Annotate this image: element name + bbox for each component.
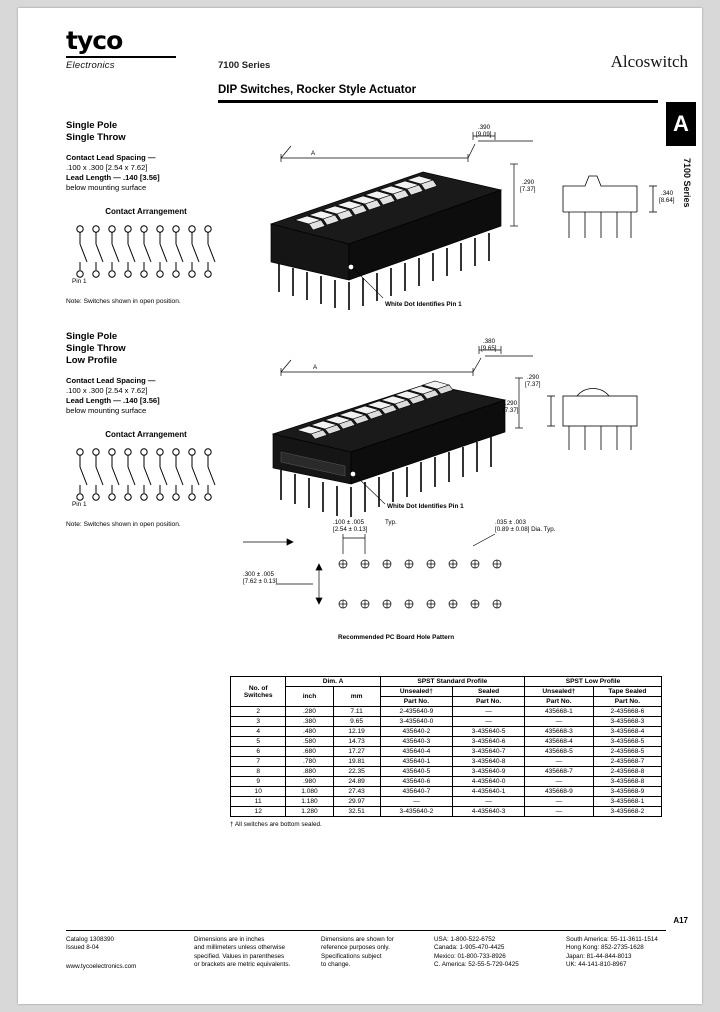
block2-pin1-label: Pin 1 bbox=[72, 501, 87, 508]
cell-mm: 27.43 bbox=[333, 787, 380, 797]
block1-spec-4: below mounting surface bbox=[66, 183, 147, 192]
block1-heading-1: Single Pole bbox=[66, 120, 118, 131]
cell-switches: 4 bbox=[231, 727, 286, 737]
footer-contact-samerica: South America: 55-11-3611-1514 bbox=[566, 936, 658, 943]
cell-low-tape: 3-435668-3 bbox=[593, 717, 661, 727]
th-switches bbox=[231, 677, 286, 707]
table-row bbox=[231, 747, 662, 757]
pcb-caption: Recommended PC Board Hole Pattern bbox=[338, 634, 455, 641]
block2-note: Note: Switches shown in open position. bbox=[66, 521, 181, 528]
cell-low-tape: 2-435668-5 bbox=[593, 747, 661, 757]
cell-switches: 8 bbox=[231, 767, 286, 777]
cell-low-unsealed: 435668-4 bbox=[525, 737, 594, 747]
pcb-dim-hole: .035 ± .003 bbox=[495, 519, 526, 526]
cell-std-unsealed: — bbox=[380, 797, 452, 807]
footer-contact-mexico: Mexico: 01-800-733-8926 bbox=[434, 952, 506, 960]
pcb-dim-row: .300 ± .005 bbox=[243, 571, 274, 578]
table-body bbox=[231, 707, 662, 817]
page-title: DIP Switches, Rocker Style Actuator bbox=[218, 84, 417, 96]
pcb-dim-hole-mm: [0.89 ± 0.08] Dia. Typ. bbox=[495, 526, 556, 533]
contact-arrangement-svg-1 bbox=[70, 222, 220, 284]
pcb-dim-pitch-mm: [2.54 ± 0.13] bbox=[333, 526, 368, 533]
cell-low-unsealed: — bbox=[525, 757, 594, 767]
page-header bbox=[18, 8, 702, 74]
footer-contact-camerica: C. America: 52-55-5-729-0425 bbox=[434, 961, 519, 969]
cell-low-unsealed: 435668-1 bbox=[525, 707, 594, 717]
bottom-dim-a: A bbox=[313, 364, 318, 371]
th-low-unsealed-l1: Unsealed† bbox=[525, 687, 594, 697]
top-dim-a: A bbox=[311, 150, 316, 157]
footer-website[interactable]: www.tycoelectronics.com bbox=[66, 962, 137, 970]
cell-low-unsealed: 435668-9 bbox=[525, 787, 594, 797]
cell-low-tape: 3-435668-5 bbox=[593, 737, 661, 747]
cell-inch: .280 bbox=[286, 707, 333, 717]
cell-low-unsealed: — bbox=[525, 797, 594, 807]
cell-mm: 29.97 bbox=[333, 797, 380, 807]
footer-contact-japan: Japan: 81-44-844-8013 bbox=[566, 952, 632, 960]
cell-low-tape: 3-435668-8 bbox=[593, 777, 661, 787]
cell-low-tape: 3-435668-1 bbox=[593, 797, 661, 807]
cell-inch: .380 bbox=[286, 717, 333, 727]
cell-std-unsealed: 435640-5 bbox=[380, 767, 452, 777]
catalog-page bbox=[18, 8, 702, 1004]
top-dim-w: .390 bbox=[478, 124, 491, 131]
cell-low-tape: 3-435668-9 bbox=[593, 787, 661, 797]
cell-switches: 5 bbox=[231, 737, 286, 747]
table-header-row-2 bbox=[231, 687, 662, 697]
cell-mm: 17.27 bbox=[333, 747, 380, 757]
cell-mm: 7.11 bbox=[333, 707, 380, 717]
page-title-block bbox=[218, 84, 658, 103]
pcb-dim-row-mm: [7.62 ± 0.13] bbox=[243, 578, 278, 585]
block2-contact-arrangement-diagram bbox=[70, 445, 220, 507]
bottom-pin1-note: White Dot Identifies Pin 1 bbox=[387, 503, 464, 510]
block2-arrangement-caption: Contact Arrangement bbox=[105, 430, 187, 439]
table-row bbox=[231, 757, 662, 767]
left-column bbox=[66, 120, 226, 528]
cell-inch: .780 bbox=[286, 757, 333, 767]
cell-mm: 12.19 bbox=[333, 727, 380, 737]
section-tab-letter: A bbox=[666, 102, 696, 146]
bottom-dim-h: .290 bbox=[527, 374, 540, 381]
title-rule bbox=[218, 100, 658, 103]
bottom-dim-h-mm: [7.37] bbox=[525, 381, 541, 388]
footer-dims-1: Dimensions are in inches bbox=[194, 936, 265, 943]
th-std-sealed-l1: Sealed bbox=[453, 687, 525, 697]
top-side-dim: .340 bbox=[661, 190, 674, 197]
th-switches-l2: Switches bbox=[243, 691, 273, 699]
cell-std-sealed: 3-435640-7 bbox=[453, 747, 525, 757]
th-inch: inch bbox=[286, 687, 333, 707]
cell-switches: 2 bbox=[231, 707, 286, 717]
page-number: A17 bbox=[673, 916, 688, 925]
cell-switches: 10 bbox=[231, 787, 286, 797]
th-low-tape-l2: Part No. bbox=[593, 697, 661, 707]
cell-std-unsealed: 435640-7 bbox=[380, 787, 452, 797]
cell-switches: 11 bbox=[231, 797, 286, 807]
table-row bbox=[231, 807, 662, 817]
cell-mm: 22.35 bbox=[333, 767, 380, 777]
table-footnote: † All switches are bottom sealed. bbox=[230, 821, 322, 828]
block2-heading-3: Low Profile bbox=[66, 355, 118, 366]
footer-ref-3: Specifications subject bbox=[321, 952, 382, 960]
cell-inch: .880 bbox=[286, 767, 333, 777]
cell-switches: 6 bbox=[231, 747, 286, 757]
block2-heading-1: Single Pole bbox=[66, 331, 118, 342]
table-header-row-1 bbox=[231, 677, 662, 687]
cell-low-unsealed: — bbox=[525, 807, 594, 817]
footer-rule bbox=[66, 930, 666, 931]
table-row bbox=[231, 777, 662, 787]
cell-low-unsealed: — bbox=[525, 777, 594, 787]
th-switches-l1: No. of bbox=[248, 684, 268, 692]
cell-std-sealed: 4-435640-3 bbox=[453, 807, 525, 817]
cell-inch: 1.180 bbox=[286, 797, 333, 807]
footer-dims-2: and millimeters unless otherwise bbox=[194, 944, 285, 952]
top-dim-h: .290 bbox=[522, 179, 535, 186]
cell-low-tape: 3-435668-2 bbox=[593, 807, 661, 817]
footer-dims-3: specified. Values in parentheses bbox=[194, 952, 285, 960]
alcoswitch-brand: Alcoswitch bbox=[610, 52, 688, 71]
cell-std-sealed: 4-435640-1 bbox=[453, 787, 525, 797]
footer-ref-col bbox=[321, 936, 431, 970]
block1-contact-arrangement-diagram bbox=[70, 222, 220, 284]
table-row bbox=[231, 767, 662, 777]
part-number-table bbox=[230, 676, 662, 817]
cell-mm: 14.73 bbox=[333, 737, 380, 747]
block1-arrangement-caption: Contact Arrangement bbox=[105, 207, 187, 216]
bottom-dim-w-mm: [9.65] bbox=[481, 345, 497, 352]
cell-std-sealed: 3-435640-8 bbox=[453, 757, 525, 767]
cell-switches: 7 bbox=[231, 757, 286, 767]
tyco-electronics-label: Electronics bbox=[66, 60, 115, 71]
cell-low-tape: 2-435668-8 bbox=[593, 767, 661, 777]
section-tab-label: 7100 Series bbox=[682, 158, 692, 208]
tyco-logo: tyco bbox=[66, 26, 123, 55]
cell-std-sealed: 3-435640-5 bbox=[453, 727, 525, 737]
cell-std-sealed: — bbox=[453, 707, 525, 717]
cell-std-unsealed: 435640-3 bbox=[380, 737, 452, 747]
contact-arrangement-svg-2 bbox=[70, 445, 220, 507]
cell-mm: 24.89 bbox=[333, 777, 380, 787]
block1-note: Note: Switches shown in open position. bbox=[66, 298, 181, 305]
footer-contact-intl-col bbox=[566, 936, 702, 970]
cell-low-unsealed: 435668-7 bbox=[525, 767, 594, 777]
cell-low-unsealed: 435668-3 bbox=[525, 727, 594, 737]
footer-catalog: Catalog 1308390 bbox=[66, 936, 114, 943]
bottom-side-dim: .290 bbox=[505, 400, 518, 407]
block1 bbox=[66, 120, 226, 305]
cell-switches: 12 bbox=[231, 807, 286, 817]
footer-ref-2: reference purposes only. bbox=[321, 944, 390, 952]
table-row bbox=[231, 787, 662, 797]
cell-std-unsealed: 435640-6 bbox=[380, 777, 452, 787]
table-row bbox=[231, 717, 662, 727]
cell-std-sealed: 4-435640-0 bbox=[453, 777, 525, 787]
cell-switches: 9 bbox=[231, 777, 286, 787]
cell-switches: 3 bbox=[231, 717, 286, 727]
block2-spec-4: below mounting surface bbox=[66, 406, 147, 415]
footer-contact-usa: USA: 1-800-522-6752 bbox=[434, 936, 496, 943]
th-dim-a: Dim. A bbox=[286, 677, 380, 687]
drawings-area bbox=[233, 116, 685, 666]
cell-low-unsealed: — bbox=[525, 717, 594, 727]
table-row bbox=[231, 727, 662, 737]
cell-std-sealed: 3-435640-6 bbox=[453, 737, 525, 747]
pin1-white-dot-2 bbox=[350, 471, 355, 476]
footer-issued: Issued 8-04 bbox=[66, 944, 99, 952]
block1-spec-3: Lead Length — .140 [3.56] bbox=[66, 173, 160, 182]
th-low-unsealed-l2: Part No. bbox=[525, 697, 594, 707]
cell-inch: .480 bbox=[286, 727, 333, 737]
block1-spec-2: .100 x .300 [2.54 x 7.62] bbox=[66, 163, 148, 172]
cell-inch: .680 bbox=[286, 747, 333, 757]
pcb-hole-pattern-drawing bbox=[233, 516, 685, 646]
pcb-dim-pitch: .100 ± .005 bbox=[333, 519, 364, 526]
cell-low-unsealed: 435668-5 bbox=[525, 747, 594, 757]
cell-inch: .580 bbox=[286, 737, 333, 747]
th-low-tape-l1: Tape Sealed bbox=[593, 687, 661, 697]
pin1-white-dot bbox=[348, 264, 353, 269]
cell-std-unsealed: 435640-4 bbox=[380, 747, 452, 757]
footer-contact-uk: UK: 44-141-810-8967 bbox=[566, 961, 627, 969]
pcb-dim-pitch-typ: Typ. bbox=[385, 519, 397, 526]
table-row bbox=[231, 707, 662, 717]
footer-ref-4: to change. bbox=[321, 961, 351, 969]
bottom-dim-w: .380 bbox=[483, 338, 496, 345]
footer-dims-4: or brackets are metric equivalents. bbox=[194, 961, 291, 969]
th-std-sealed-l2: Part No. bbox=[453, 697, 525, 707]
block1-heading-2: Single Throw bbox=[66, 132, 126, 143]
cell-inch: 1.280 bbox=[286, 807, 333, 817]
block2-spec-1: Contact Lead Spacing — bbox=[66, 376, 156, 385]
block2-spec-2: .100 x .300 [2.54 x 7.62] bbox=[66, 386, 148, 395]
header-series-label: 7100 Series bbox=[218, 60, 271, 71]
cell-std-sealed: — bbox=[453, 797, 525, 807]
table-row bbox=[231, 797, 662, 807]
cell-std-unsealed: 3-435640-0 bbox=[380, 717, 452, 727]
logo-divider bbox=[66, 56, 176, 58]
cell-mm: 32.51 bbox=[333, 807, 380, 817]
cell-std-sealed: — bbox=[453, 717, 525, 727]
cell-std-sealed: 3-435640-9 bbox=[453, 767, 525, 777]
cell-std-unsealed: 3-435640-2 bbox=[380, 807, 452, 817]
cell-std-unsealed: 2-435640-9 bbox=[380, 707, 452, 717]
footer-catalog-col bbox=[66, 936, 186, 971]
part-number-table-wrap bbox=[230, 676, 662, 828]
block2 bbox=[66, 331, 226, 528]
cell-mm: 9.65 bbox=[333, 717, 380, 727]
block1-pin1-label: Pin 1 bbox=[72, 278, 87, 285]
top-side-dim-mm: [8.64] bbox=[659, 197, 675, 204]
cell-std-unsealed: 435640-1 bbox=[380, 757, 452, 767]
block2-heading-2: Single Throw bbox=[66, 343, 126, 354]
block1-spec-1: Contact Lead Spacing — bbox=[66, 153, 156, 162]
block2-spec-3: Lead Length — .140 [3.56] bbox=[66, 396, 160, 405]
th-low-profile: SPST Low Profile bbox=[525, 677, 662, 687]
th-mm: mm bbox=[333, 687, 380, 707]
footer-contact-americas-col bbox=[434, 936, 564, 970]
top-dim-h-mm: [7.37] bbox=[520, 186, 536, 193]
footer-contact-canada: Canada: 1-905-470-4425 bbox=[434, 944, 505, 952]
th-std-unsealed-l2: Part No. bbox=[380, 697, 452, 707]
footer-ref-1: Dimensions are shown for bbox=[321, 936, 394, 943]
bottom-side-dim-mm: [7.37] bbox=[503, 407, 519, 414]
top-dim-w-mm: [9.09] bbox=[476, 131, 492, 138]
top-switch-drawing bbox=[233, 116, 685, 346]
top-pin1-note: White Dot Identifies Pin 1 bbox=[385, 301, 462, 308]
cell-low-tape: 2-435668-6 bbox=[593, 707, 661, 717]
footer-dims-col bbox=[194, 936, 324, 970]
table-row bbox=[231, 737, 662, 747]
cell-low-tape: 2-435668-7 bbox=[593, 757, 661, 767]
cell-mm: 19.81 bbox=[333, 757, 380, 767]
cell-std-unsealed: 435640-2 bbox=[380, 727, 452, 737]
footer-contact-hk: Hong Kong: 852-2735-1628 bbox=[566, 944, 644, 952]
cell-low-tape: 3-435668-4 bbox=[593, 727, 661, 737]
cell-inch: 1.080 bbox=[286, 787, 333, 797]
th-std-profile: SPST Standard Profile bbox=[380, 677, 524, 687]
cell-inch: .980 bbox=[286, 777, 333, 787]
th-std-unsealed-l1: Unsealed† bbox=[380, 687, 452, 697]
